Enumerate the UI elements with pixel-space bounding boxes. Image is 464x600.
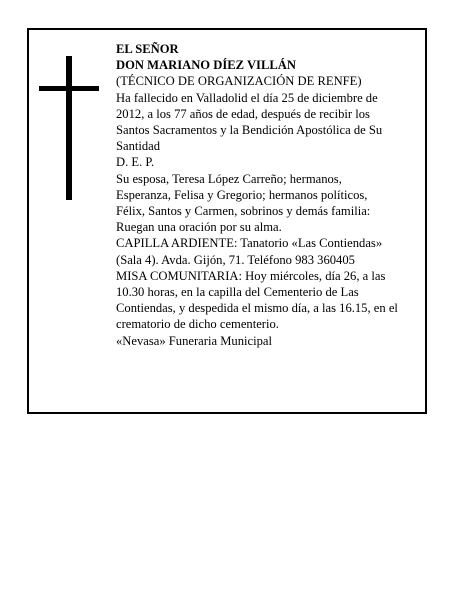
notice-line: MISA COMUNITARIA: Hoy miércoles, día 26, a las (116, 268, 386, 283)
notice-line: crematorio de dicho cementerio. (116, 317, 279, 332)
notice-line: Su esposa, Teresa López Carreño; hermanos, (116, 171, 342, 186)
notice-line: Félix, Santos y Carmen, sobrinos y demás familia: (116, 204, 371, 219)
notice-line: (TÉCNICO DE ORGANIZACIÓN DE RENFE) (116, 74, 362, 89)
notice-line: (Sala 4). Avda. Gijón, 71. Teléfono 983 360405 (116, 252, 355, 267)
cross-vertical-bar (66, 56, 72, 200)
notice-line: Ha fallecido en Valladolid el día 25 de diciembre de (116, 90, 378, 105)
notice-line: DON MARIANO DÍEZ VILLÁN (116, 58, 296, 73)
notice-line: EL SEÑOR (116, 42, 179, 56)
notice-line: Santos Sacramentos y la Bendición Apostólica de Su (116, 123, 383, 138)
notice-line: Ruegan una oración por su alma. (116, 220, 282, 235)
notice-line: Santidad (116, 139, 161, 154)
latin-cross-icon (39, 56, 99, 200)
notice-line: 10.30 horas, en la capilla del Cementerio de Las (116, 285, 359, 300)
notice-line: Contiendas, y despedida el mismo día, a las 16.15, en el (116, 301, 398, 316)
cross-horizontal-bar (39, 86, 99, 91)
notice-line: Esperanza, Felisa y Gregorio; hermanos políticos, (116, 187, 368, 202)
notice-line: 2012, a los 77 años de edad, después de recibir los (116, 106, 370, 121)
obituary-notice-frame (27, 28, 427, 414)
notice-line: D. E. P. (116, 155, 155, 170)
obituary-text (116, 41, 426, 349)
notice-line: «Nevasa» Funeraria Municipal (116, 333, 272, 348)
notice-line: CAPILLA ARDIENTE: Tanatorio «Las Contiendas» (116, 236, 383, 251)
